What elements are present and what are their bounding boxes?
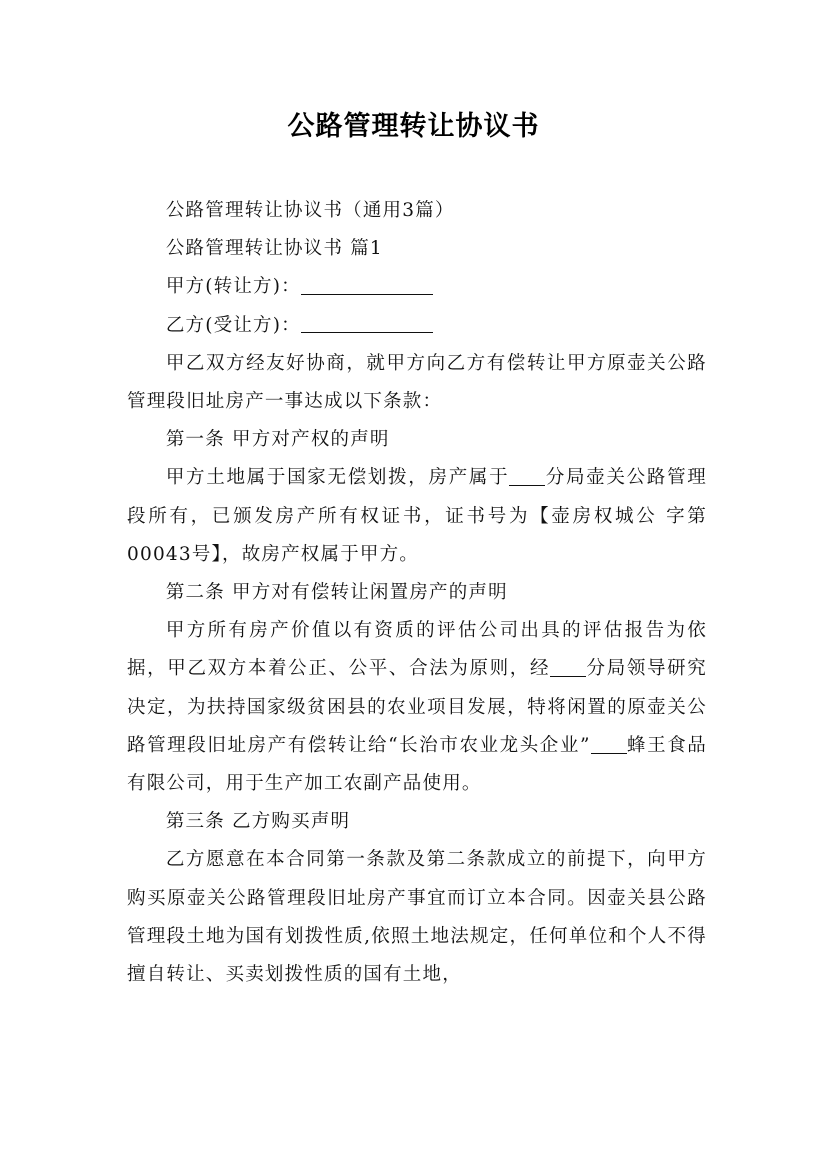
heading-all-versions: 公路管理转让协议书（通用3篇） <box>165 200 455 221</box>
article-2-text-end: 蜂王食品有限公司，用于生产加工农副产品使用。 <box>127 734 707 795</box>
document-body <box>127 192 707 994</box>
article-1-text-start: 甲方土地属于国家无偿划拨，房产属于 <box>165 467 510 489</box>
article-1-text-end: 分局壶关公路管理段所有，已颁发房产所有权证书，证书号为【壶房权城公 字第00043号】，故房产权属于甲方。 <box>127 467 707 565</box>
article-2-blank-2 <box>591 732 627 753</box>
party-b-blank <box>301 312 433 333</box>
article-1-blank <box>509 465 545 486</box>
article-1-title: 第一条 甲方对产权的声明 <box>165 429 390 451</box>
article-2-paragraph <box>127 612 707 803</box>
party-a-label: 甲方(转让方)： <box>165 276 301 298</box>
article-2-title: 第二条 甲方对有偿转让闲置房产的声明 <box>165 582 508 604</box>
intro-paragraph: 甲乙双方经友好协商，就甲方向乙方有偿转让甲方原壶关公路管理段旧址房产一事达成以下条款： <box>127 352 707 413</box>
party-a-line <box>127 268 707 306</box>
article-3-paragraph: 乙方愿意在本合同第一条款及第二条款成立的前提下，向甲方购买原壶关公路管理段旧址房产事宜而订立本合同。因壶关县公路管理段土地为国有划拨性质,依照土地法规定，任何单位和个人不得擅自转让、买卖划拨性质的国有土地， <box>127 849 707 986</box>
article-2-text-start: 甲方所有房产价值以有资质的评估公司出具的评估报告为依据，甲乙双方本着公正、公平、合法为原则，经 <box>127 620 707 680</box>
party-a-blank <box>301 274 433 295</box>
article-2-blank-1 <box>550 656 586 677</box>
party-b-label: 乙方(受让方)： <box>165 314 301 336</box>
article-3-title: 第三条 乙方购买声明 <box>165 811 351 833</box>
heading-part-one: 公路管理转让协议书 篇1 <box>165 238 383 260</box>
article-2-text-middle: 分局领导研究决定，为扶持国家级贫困县的农业项目发展，特将闲置的原壶关公路管理段旧址房产有偿转让给“长治市农业龙头企业” <box>127 658 707 756</box>
article-1-paragraph <box>127 459 707 574</box>
document-title: 公路管理转让协议书 <box>287 111 540 142</box>
party-b-line <box>127 307 707 345</box>
